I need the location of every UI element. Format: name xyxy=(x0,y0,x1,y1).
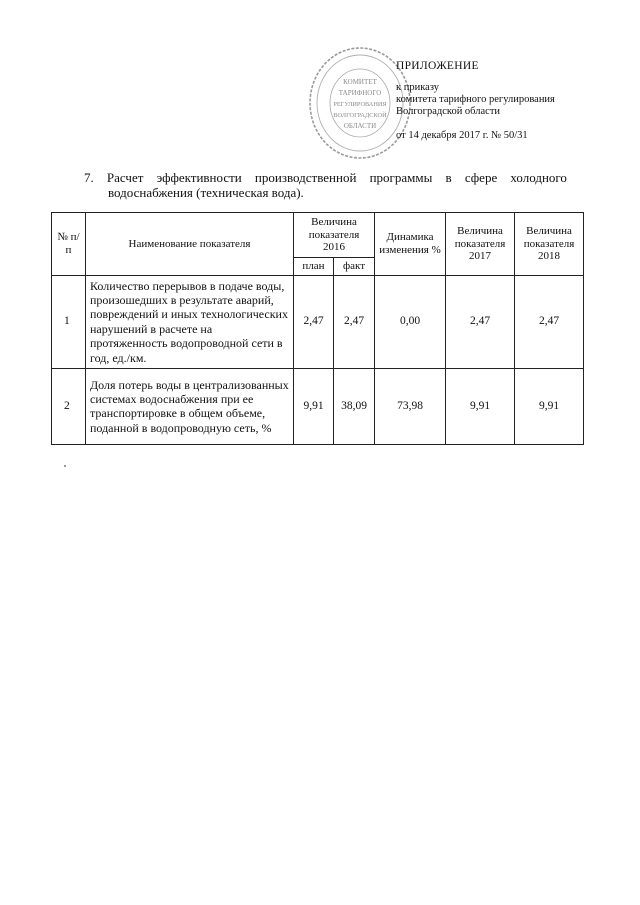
table-row xyxy=(52,275,584,368)
table-header-row xyxy=(52,213,584,258)
header-value-2016: Величина показателя 2016 xyxy=(294,213,375,258)
section-word: сфере xyxy=(464,170,498,185)
section-word: программы xyxy=(369,170,433,185)
row-value-2017: 2,47 xyxy=(446,275,515,368)
table-row xyxy=(52,368,584,444)
row-name: Количество перерывов в подаче воды, произошедших в результате аварий, повреждений и иных технологических нарушений в расчете на протяженность водопроводной сети в год, ед./км. xyxy=(86,275,294,368)
seal-text-3: РЕГУЛИРОВАНИЯ xyxy=(333,101,387,108)
section-word: Расчет xyxy=(106,170,144,185)
row-value-2017: 9,91 xyxy=(446,368,515,444)
section-word: производственной xyxy=(254,170,357,185)
appendix-header xyxy=(396,60,596,142)
appendix-title: ПРИЛОЖЕНИЕ xyxy=(396,60,479,72)
section-word: в xyxy=(445,170,452,185)
appendix-line-committee: комитета тарифного регулирования xyxy=(396,94,555,105)
section-heading-line-1 xyxy=(84,170,567,185)
seal-text-4: ВОЛГОГРАДСКОЙ xyxy=(333,112,387,119)
row-plan: 2,47 xyxy=(294,275,334,368)
row-name: Доля потерь воды в централизованных системах водоснабжения при ее транспортировке в общем объеме, поданной в водопроводную сеть, % xyxy=(86,368,294,444)
scan-speck xyxy=(64,465,66,467)
row-value-2018: 9,91 xyxy=(515,368,584,444)
seal-text-1: КОМИТЕТ xyxy=(343,78,377,86)
header-name: Наименование показателя xyxy=(86,213,294,276)
header-plan: план xyxy=(294,258,334,276)
row-value-2018: 2,47 xyxy=(515,275,584,368)
row-fact: 38,09 xyxy=(334,368,375,444)
row-num: 2 xyxy=(52,368,86,444)
indicators-table xyxy=(51,212,584,445)
section-word: эффективности xyxy=(156,170,242,185)
row-dynamics: 73,98 xyxy=(375,368,446,444)
header-fact: факт xyxy=(334,258,375,276)
row-fact: 2,47 xyxy=(334,275,375,368)
appendix-line-region: Волгоградской области xyxy=(396,106,501,117)
row-plan: 9,91 xyxy=(294,368,334,444)
header-num: № п/п xyxy=(52,213,86,276)
section-heading-line-2: водоснабжения (техническая вода). xyxy=(108,185,304,200)
seal-text-5: ОБЛАСТИ xyxy=(343,122,377,130)
appendix-line-order: к приказу xyxy=(396,82,439,93)
section-number: 7. xyxy=(84,170,94,185)
row-dynamics: 0,00 xyxy=(375,275,446,368)
seal-text-2: ТАРИФНОГО xyxy=(338,89,382,97)
section-word: холодного xyxy=(510,170,567,185)
header-value-2018: Величина показателя 2018 xyxy=(515,213,584,276)
row-num: 1 xyxy=(52,275,86,368)
header-value-2017: Величина показателя 2017 xyxy=(446,213,515,276)
section-heading xyxy=(84,170,567,200)
header-dynamics: Динамика изменения % xyxy=(375,213,446,276)
appendix-order-date: от 14 декабря 2017 г. № 50/31 xyxy=(396,130,528,141)
